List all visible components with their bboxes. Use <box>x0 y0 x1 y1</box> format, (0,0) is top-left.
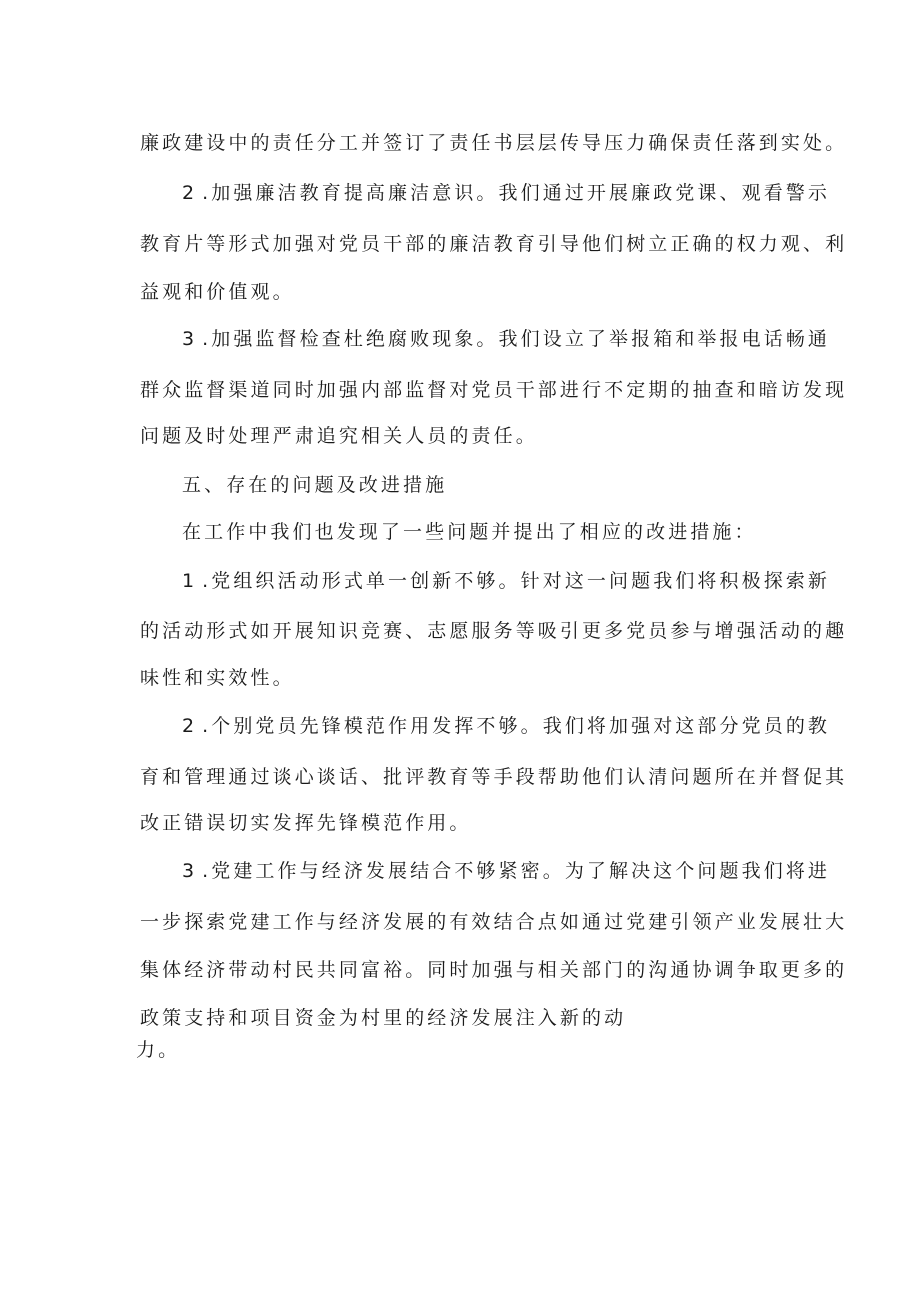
text-line: 集体经济带动村民共同富裕。同时加强与相关部门的沟通协调争取更多的 <box>140 959 848 981</box>
list-item-line: 2 .个别党员先锋模范作用发挥不够。我们将加强对这部分党员的教 <box>182 715 831 737</box>
text-line: 廉政建设中的责任分工并签订了责任书层层传导压力确保责任落到实处。 <box>140 132 848 154</box>
text-line: 群众监督渠道同时加强内部监督对党员干部进行不定期的抽查和暗访发现 <box>140 379 848 401</box>
list-number: 3 <box>182 328 195 350</box>
text-line: 问题及时处理严肃追究相关人员的责任。 <box>140 425 538 447</box>
text-line: 教育片等形式加强对党员干部的廉洁教育引导他们树立正确的权力观、利 <box>140 233 848 255</box>
list-item-line: 1 .党组织活动形式单一创新不够。针对这一问题我们将积极探索新 <box>182 570 831 592</box>
text-line: 改正错误切实发挥先锋模范作用。 <box>140 812 472 834</box>
text-line: 育和管理通过谈心谈话、批评教育等手段帮助他们认清问题所在并督促其 <box>140 766 848 788</box>
text-line: 在工作中我们也发现了一些问题并提出了相应的改进措施： <box>182 521 757 543</box>
list-item-line: 3 .加强监督检查杜绝腐败现象。我们设立了举报箱和举报电话畅通 <box>182 328 831 350</box>
text-line: 政策支持和项目资金为村里的经济发展注入新的动 <box>140 1007 627 1029</box>
list-number: 3 <box>182 860 195 882</box>
list-number: 1 <box>182 570 195 592</box>
text-line: 味性和实效性。 <box>140 667 295 689</box>
text-line: 一步探索党建工作与经济发展的有效结合点如通过党建引领产业发展壮大 <box>140 911 848 933</box>
list-item-line: 3 .党建工作与经济发展结合不够紧密。为了解决这个问题我们将进 <box>182 860 831 882</box>
text-line: 益观和价值观。 <box>140 281 295 303</box>
list-number: 2 <box>182 715 195 737</box>
list-number: 2 <box>182 182 195 204</box>
text-line: 力。 <box>136 1039 181 1061</box>
list-item-line: 2 .加强廉洁教育提高廉洁意识。我们通过开展廉政党课、观看警示 <box>182 182 831 204</box>
text-line: 的活动形式如开展知识竞赛、志愿服务等吸引更多党员参与增强活动的趣 <box>140 620 848 642</box>
section-heading: 五、存在的问题及改进措施 <box>182 474 448 496</box>
